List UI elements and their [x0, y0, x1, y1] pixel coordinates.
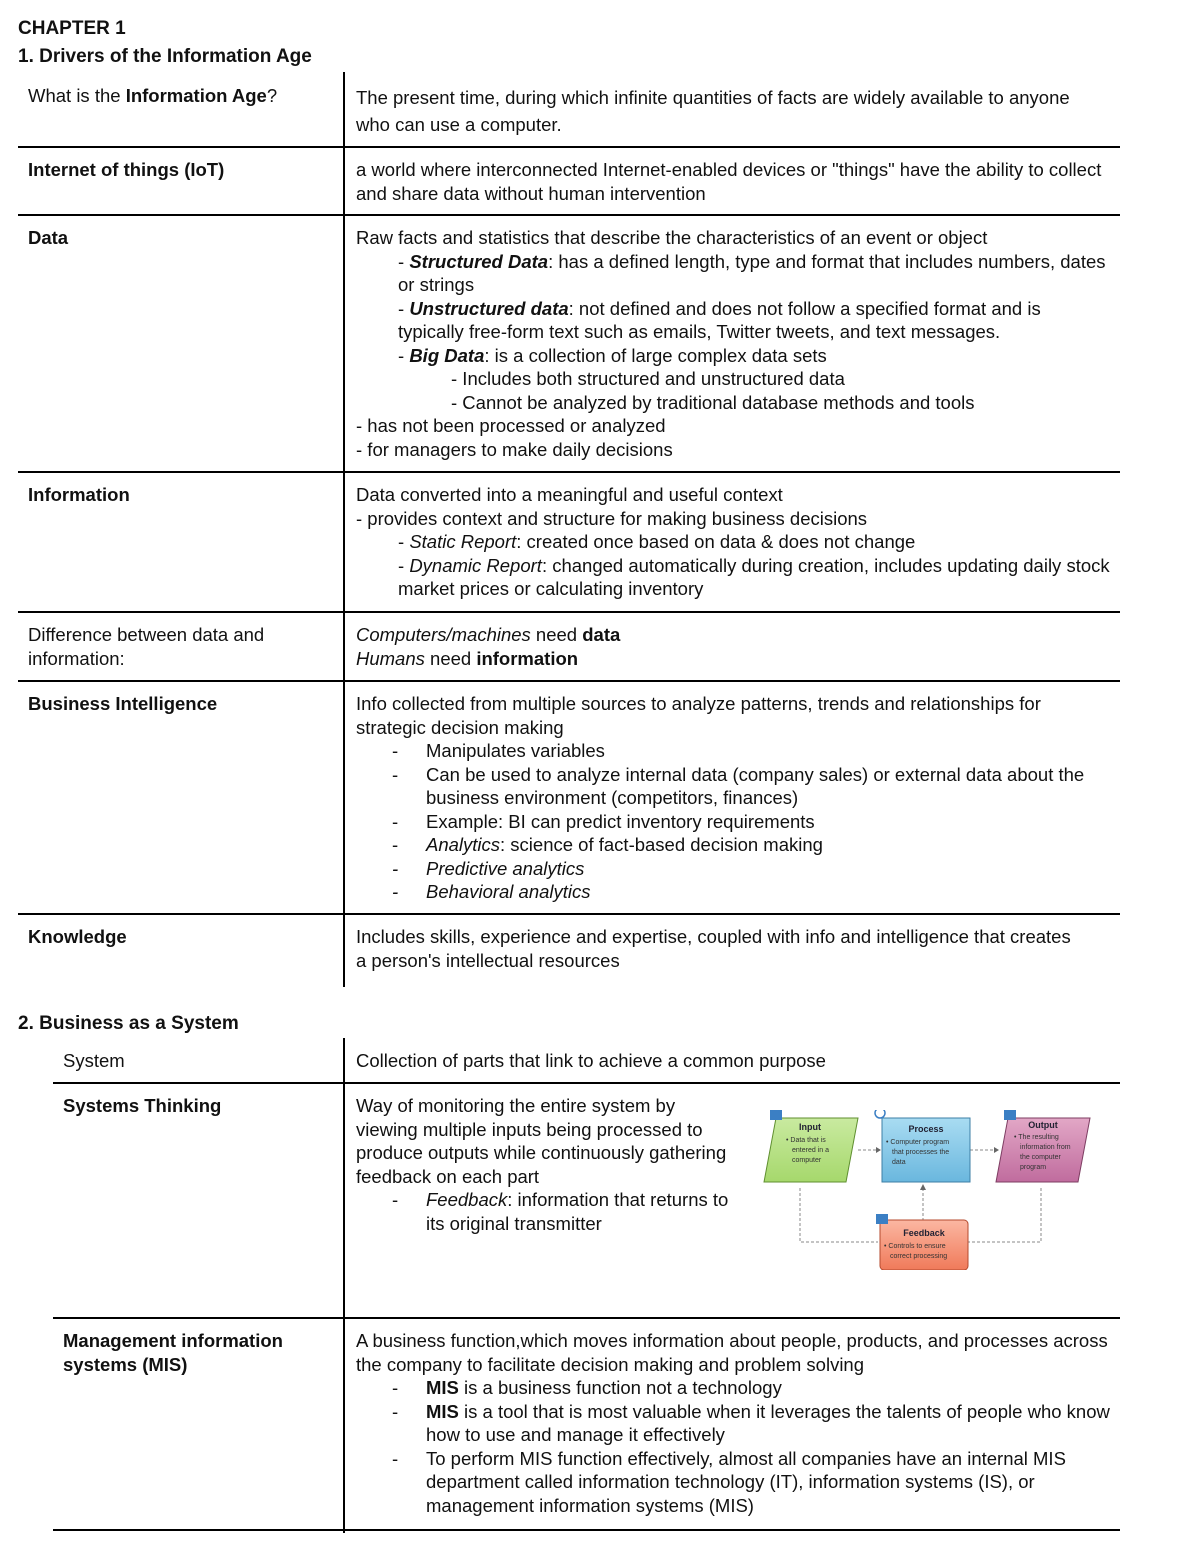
mis-word: MIS — [426, 1377, 459, 1398]
term-information: Information — [28, 484, 130, 505]
big-data-item: - Big Data: is a collection of large complex data sets — [398, 344, 827, 366]
section-2-table — [53, 1038, 1120, 1533]
feedback-bullet — [356, 1188, 731, 1235]
bi-bullet: - Can be used to analyze internal data (company sales) or external data about the business environment (competitors, finances) — [356, 763, 1111, 810]
big-data-label: Big Data — [409, 344, 485, 366]
row-systems-thinking — [53, 1084, 1120, 1319]
feedback-box — [876, 1214, 968, 1270]
mis-bullet — [356, 1376, 1111, 1400]
row-business-intelligence — [18, 682, 1120, 915]
mis-bullet: - To perform MIS function effectively, almost all companies have an internal MIS department called information technology (IT), information systems (IS), or management information systems (MIS) — [356, 1447, 1111, 1518]
dynamic-report-item: - Dynamic Report: changed automatically during creation, includes updating daily stock market prices or calculating inventory — [398, 554, 1110, 599]
output-text: program — [1020, 1164, 1047, 1171]
big-data-sub: - Includes both structured and unstructured data — [451, 368, 845, 389]
term-data: Data — [28, 227, 69, 248]
row-mis — [53, 1319, 1120, 1531]
analytics-label: Analytics — [426, 834, 501, 855]
term-system: System — [63, 1050, 125, 1071]
output-text: the computer — [1020, 1154, 1061, 1161]
row-knowledge — [18, 915, 1120, 985]
process-text: that processes the — [892, 1149, 950, 1156]
row-information-age — [18, 72, 1120, 148]
process-text: • Computer program — [886, 1139, 950, 1146]
structured-text: : has a defined length, type and format that includes numbers, dates or strings — [398, 250, 1106, 295]
difference-line-humans — [356, 647, 1076, 671]
term-information-age — [28, 84, 277, 108]
term-mis: Management information systems (MIS) — [63, 1330, 283, 1375]
feedback-icon — [876, 1214, 888, 1224]
term-bold: Information Age — [125, 85, 267, 106]
output-title: Output — [1028, 1120, 1058, 1130]
input-text: • Data that is — [786, 1137, 826, 1144]
row-iot — [18, 148, 1120, 216]
static-report-item: - Static Report: created once based on data & does not change — [398, 531, 916, 552]
systems-thinking-line: Way of monitoring the entire system by viewing multiple inputs being processed to produce outputs while continuously gathering feedback on each part — [356, 1095, 727, 1187]
row-data — [18, 216, 1120, 473]
static-text: : created once based on data & does not change — [516, 531, 916, 552]
mis-bullet — [356, 1400, 1111, 1447]
def-information-age: The present time, during which infinite quantities of facts are widely available to anyone who can use a computer. — [356, 87, 1070, 135]
section-1-table — [18, 72, 1120, 987]
need-word: need — [424, 647, 477, 669]
section-2-heading: 2. Business as a System — [18, 1013, 239, 1034]
systems-diagram — [758, 1110, 1103, 1270]
output-box — [996, 1110, 1090, 1182]
input-box — [764, 1110, 858, 1182]
chapter-heading: CHAPTER 1 — [18, 18, 126, 39]
term-suffix: ? — [266, 85, 278, 106]
data-note: - has not been processed or analyzed — [356, 415, 666, 436]
def-difference — [356, 623, 1076, 670]
def-mis — [356, 1329, 1111, 1517]
big-data-sub: - Cannot be analyzed by traditional database methods and tools — [451, 391, 975, 413]
term-prefix: What is the — [28, 85, 126, 106]
input-icon — [770, 1110, 782, 1120]
dynamic-label: Dynamic Report — [409, 554, 542, 576]
unstructured-text: : not defined and does not follow a specified format and is typically free-form text such as emails, Twitter tweets, and text messages. — [398, 297, 1041, 342]
term-difference: Difference between data and information: — [28, 624, 265, 669]
bi-bullet: - Manipulates variables — [356, 739, 1111, 763]
static-label: Static Report — [409, 531, 517, 552]
def-systems-thinking — [356, 1094, 731, 1235]
input-text: entered in a — [792, 1147, 829, 1154]
def-system: Collection of parts that link to achieve a common purpose — [356, 1050, 826, 1071]
def-information — [356, 483, 1111, 601]
bi-bullet — [356, 833, 1111, 857]
input-title: Input — [799, 1122, 821, 1132]
feedback-text: : information that returns to its original transmitter — [426, 1189, 729, 1234]
humans-word: Humans — [356, 647, 425, 669]
mis-text: is a business function not a technology — [458, 1377, 782, 1398]
row-difference — [18, 613, 1120, 682]
information-line: - provides context and structure for making business decisions — [356, 507, 868, 529]
process-text: data — [892, 1159, 906, 1166]
term-business-intelligence: Business Intelligence — [28, 693, 218, 714]
feedback-label: Feedback — [426, 1189, 508, 1210]
information-line: Data converted into a meaningful and useful context — [356, 484, 783, 505]
def-knowledge: Includes skills, experience and expertise, coupled with info and intelligence that creates a person's intellectual resources — [356, 926, 1071, 971]
feedback-title: Feedback — [903, 1228, 945, 1238]
output-icon — [1004, 1110, 1016, 1120]
output-text: information from — [1020, 1144, 1071, 1151]
term-knowledge: Knowledge — [28, 926, 127, 947]
def-iot: a world where interconnected Internet-enabled devices or "things" have the ability to collect and share data without human intervention — [356, 159, 1102, 204]
unstructured-data-item: - Unstructured data: not defined and does not follow a specified format and is typically free-form text such as emails, Twitter tweets, and text messages. — [398, 297, 1041, 342]
mis-word: MIS — [426, 1400, 459, 1422]
mis-line: A business function,which moves information about people, products, and processes across the company to facilitate decision making and problem solving — [356, 1330, 1108, 1375]
output-text: • The resulting — [1014, 1134, 1059, 1141]
process-box — [875, 1110, 970, 1182]
data-note: - for managers to make daily decisions — [356, 438, 673, 460]
bi-bullet: - Example: BI can predict inventory requirements — [356, 810, 1111, 834]
analytics-text: : science of fact-based decision making — [500, 834, 823, 855]
def-data — [356, 226, 1111, 461]
process-icon — [875, 1110, 885, 1118]
mis-text: is a tool that is most valuable when it leverages the talents of people who know how to use and manage it effectively — [426, 1400, 1110, 1445]
def-business-intelligence — [356, 692, 1111, 904]
bi-line: Info collected from multiple sources to analyze patterns, trends and relationships for strategic decision making — [356, 693, 1041, 738]
data-word: data — [582, 624, 621, 645]
structured-data-item: - Structured Data: has a defined length, type and format that includes numbers, dates or strings — [398, 250, 1106, 295]
term-iot: Internet of things (IoT) — [28, 159, 225, 180]
dynamic-text: : changed automatically during creation, includes updating daily stock market prices or calculating inventory — [398, 554, 1110, 599]
term-systems-thinking: Systems Thinking — [63, 1095, 222, 1116]
difference-line-computers — [356, 623, 1076, 647]
bi-bullet: - Behavioral analytics — [356, 880, 1111, 904]
row-system — [53, 1038, 1120, 1084]
need-word: need — [530, 624, 583, 645]
data-line: Raw facts and statistics that describe the characteristics of an event or object — [356, 227, 988, 248]
bi-bullet: - Predictive analytics — [356, 857, 1111, 881]
process-title: Process — [908, 1124, 944, 1134]
input-text: computer — [792, 1157, 822, 1164]
information-word: information — [476, 647, 579, 669]
feedback-text: correct processing — [890, 1253, 948, 1260]
feedback-text: • Controls to ensure — [884, 1243, 946, 1250]
section-1-heading: 1. Drivers of the Information Age — [18, 46, 312, 67]
unstructured-label: Unstructured data — [409, 297, 569, 319]
big-data-text: : is a collection of large complex data sets — [484, 344, 827, 366]
computers-word: Computers/machines — [356, 624, 531, 645]
row-information — [18, 473, 1120, 613]
structured-label: Structured Data — [409, 250, 549, 272]
